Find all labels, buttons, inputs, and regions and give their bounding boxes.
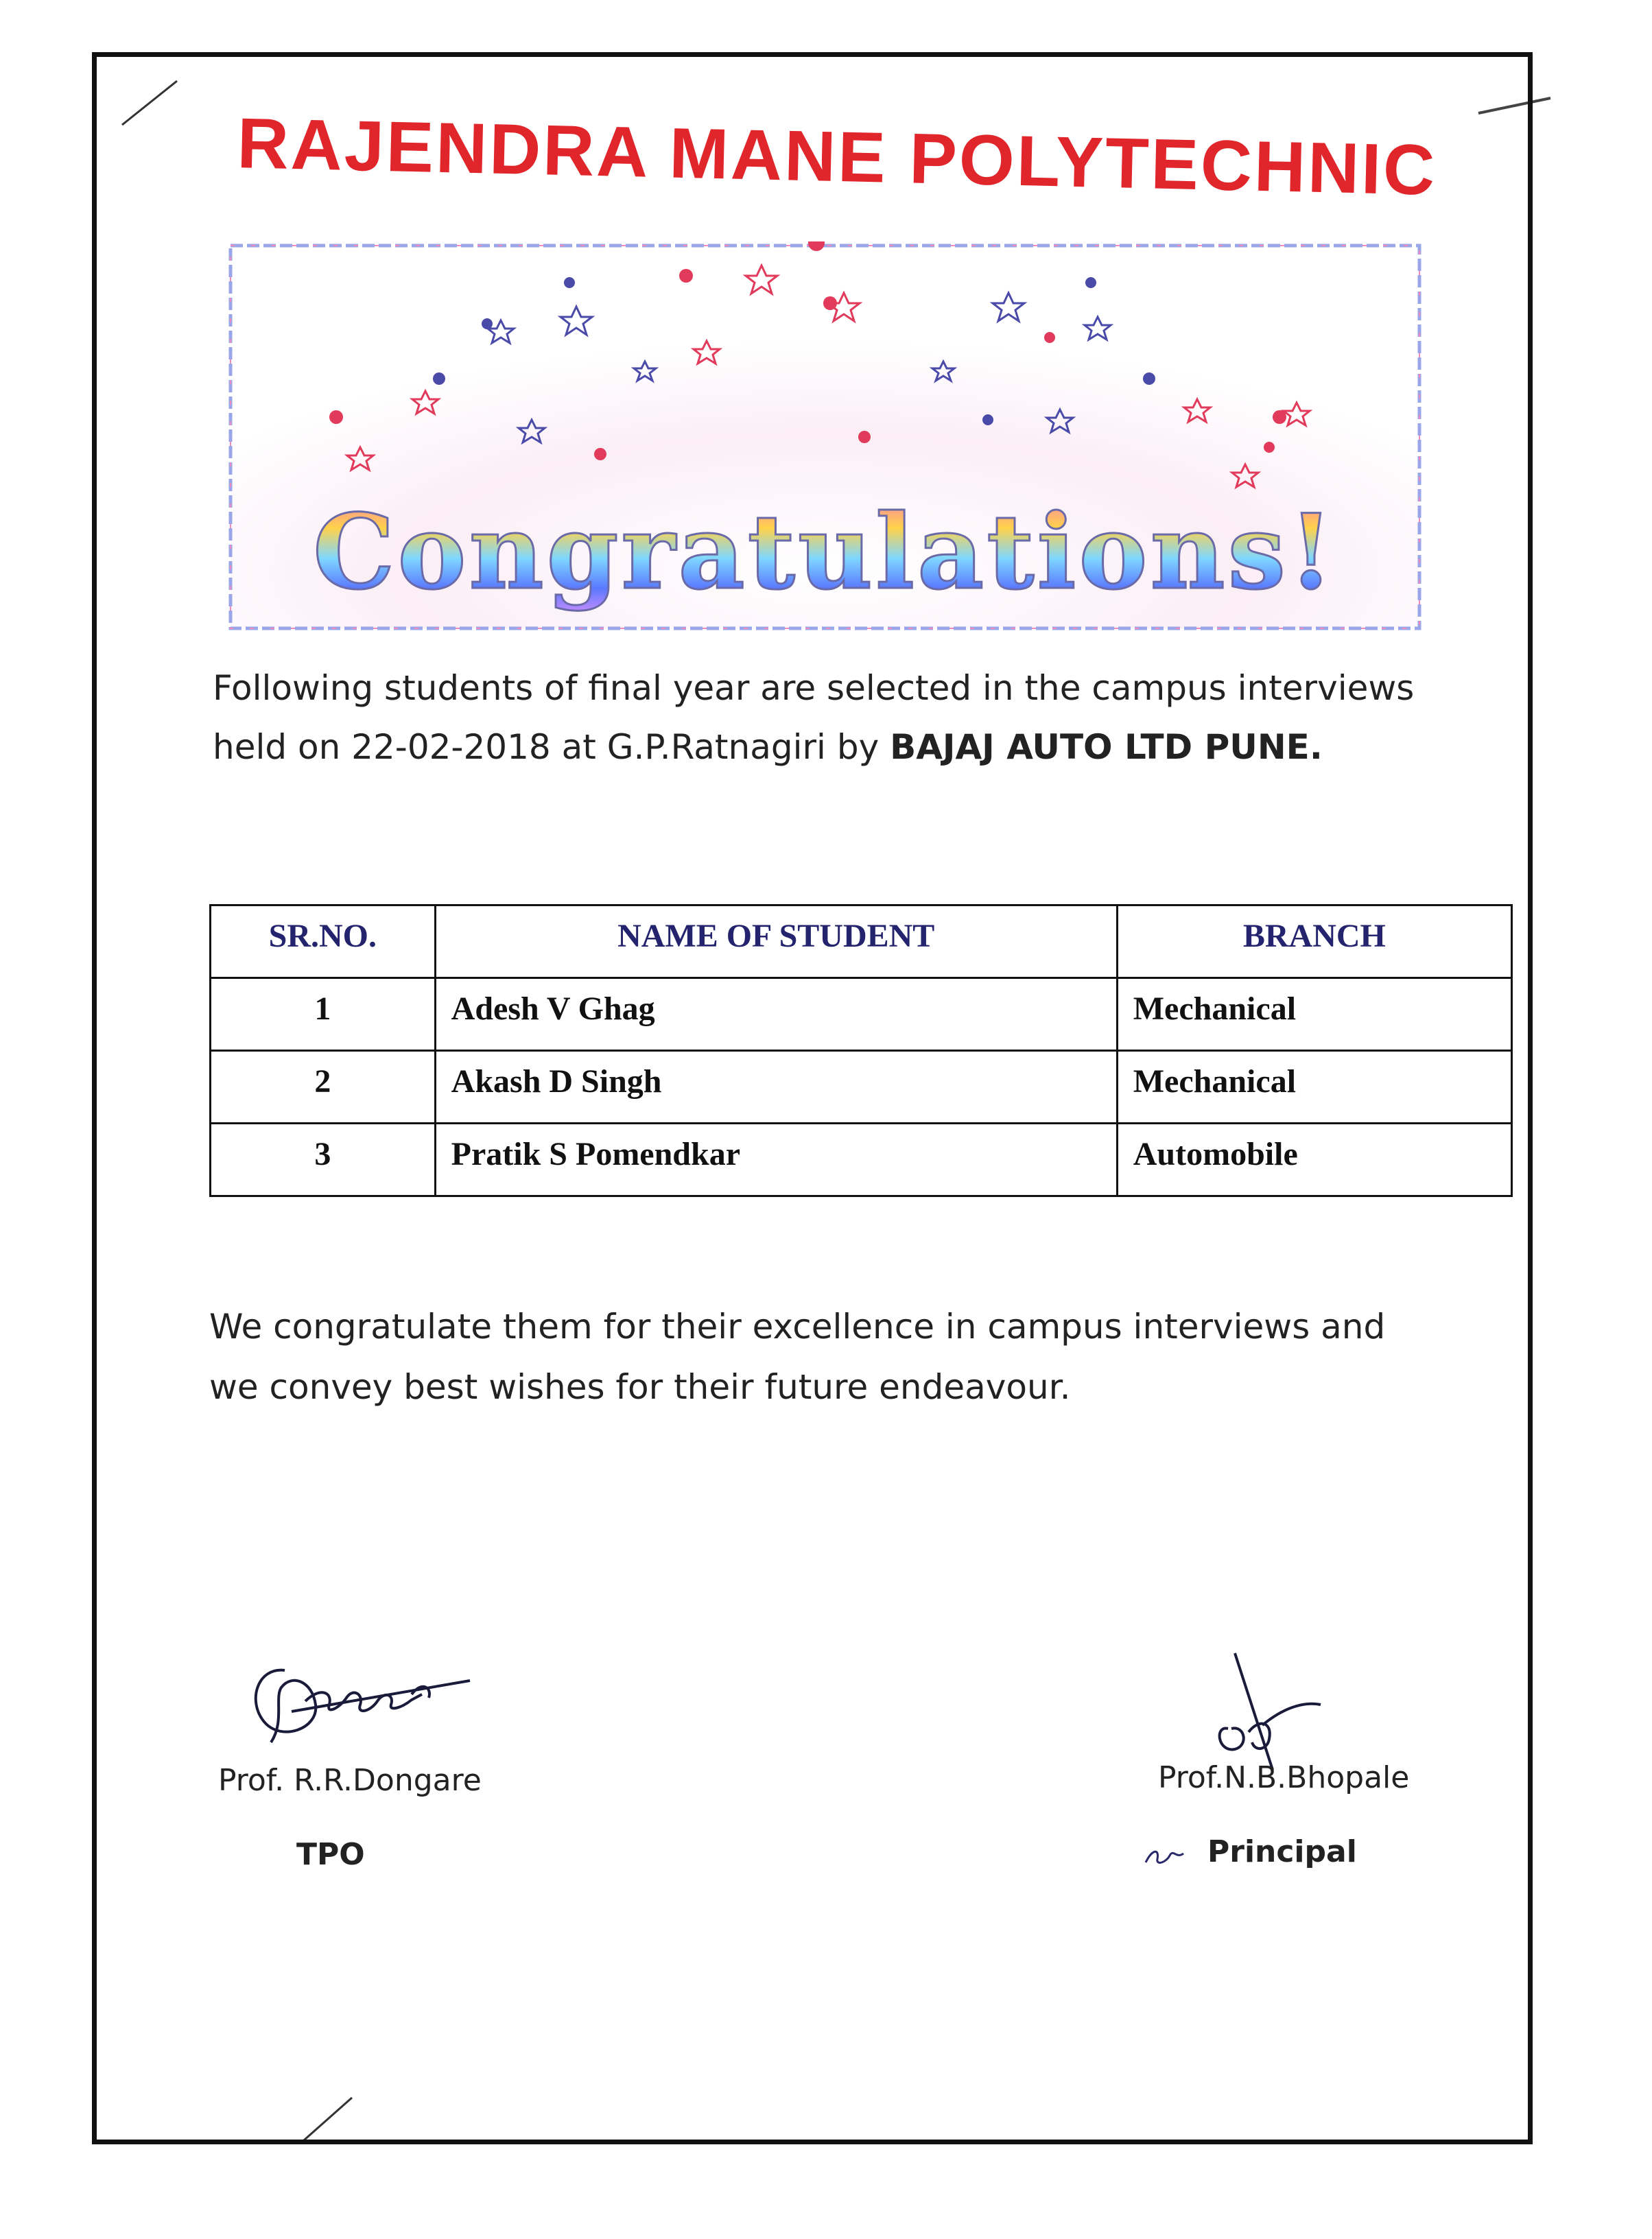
student-name-cell: Akash D Singh — [435, 1051, 1117, 1124]
column-header-name: NAME OF STUDENT — [435, 905, 1117, 978]
table-header-row — [211, 905, 1512, 978]
principal-title: Principal — [1207, 1834, 1357, 1869]
principal-signature — [1207, 1639, 1324, 1777]
closing-line-2: we convey best wishes for their future endeavour. — [209, 1367, 1071, 1407]
column-header-sr-no: SR.NO. — [211, 905, 436, 978]
table-row — [211, 978, 1512, 1051]
table-row — [211, 1124, 1512, 1196]
sr-no-cell: 3 — [211, 1124, 436, 1196]
branch-cell: Automobile — [1117, 1124, 1511, 1196]
principal-initials-mark — [1142, 1838, 1190, 1873]
congratulations-banner — [226, 241, 1424, 632]
column-header-branch: BRANCH — [1117, 905, 1511, 978]
student-name-cell: Adesh V Ghag — [435, 978, 1117, 1051]
sr-no-cell: 1 — [211, 978, 436, 1051]
closing-paragraph — [209, 1296, 1478, 1417]
branch-cell: Mechanical — [1117, 978, 1511, 1051]
student-name-cell: Pratik S Pomendkar — [435, 1124, 1117, 1196]
intro-paragraph — [213, 659, 1482, 777]
tpo-signature — [244, 1639, 477, 1749]
selected-students-table — [209, 904, 1513, 1197]
sr-no-cell: 2 — [211, 1051, 436, 1124]
branch-cell: Mechanical — [1117, 1051, 1511, 1124]
intro-text: Following students of final year are selected in the campus interviews held on 22-02-2018 at G.P.Ratnagiri by — [213, 668, 1415, 767]
principal-name: Prof.N.B.Bhopale — [1158, 1760, 1410, 1795]
tpo-title: TPO — [296, 1837, 365, 1872]
table-row — [211, 1051, 1512, 1124]
company-name: BAJAJ AUTO LTD PUNE. — [890, 727, 1323, 767]
tpo-name: Prof. R.R.Dongare — [218, 1763, 482, 1798]
banner-text: Congratulations! — [313, 492, 1336, 613]
closing-line-1: We congratulate them for their excellence in campus interviews and — [209, 1307, 1386, 1347]
institute-title: RAJENDRA MANE POLYTECHNIC — [236, 104, 1438, 211]
